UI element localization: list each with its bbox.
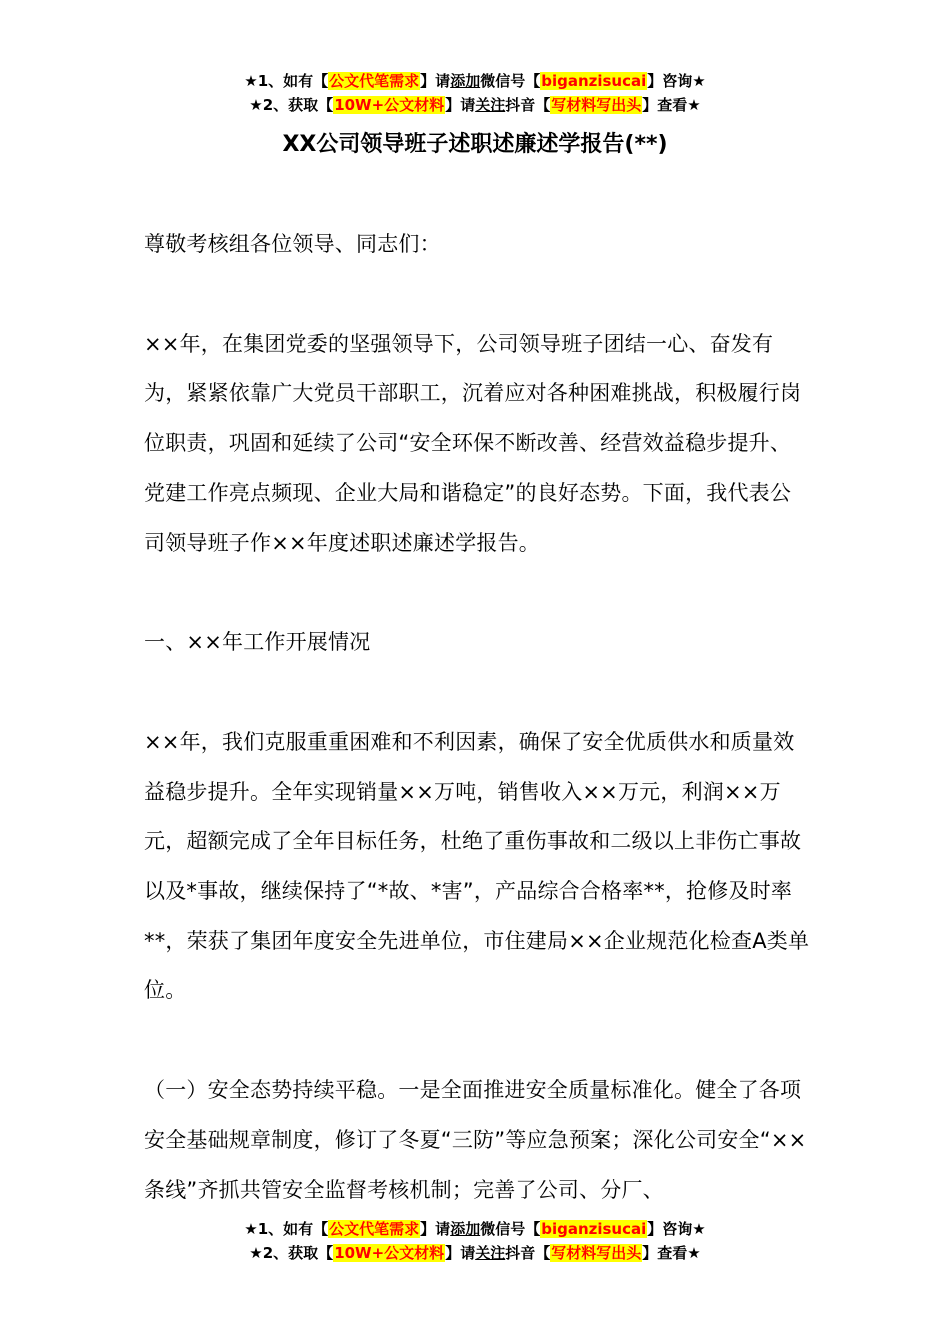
banner-text: 抖音【 bbox=[505, 96, 551, 114]
banner-highlight: 公文代笔需求 bbox=[329, 72, 420, 90]
banner-line-1 bbox=[0, 69, 950, 93]
banner-text: 微信号【 bbox=[480, 72, 541, 90]
banner-text: 抖音【 bbox=[505, 1244, 551, 1262]
paragraph: （一）安全态势持续平稳。一是全面推进安全质量标准化。健全了各项安全基础规章制度，修订了冬夏“三防”等应急预案；深化公司安全“××条线”齐抓共管安全监督考核机制；完善了公司、分厂、 bbox=[144, 1078, 807, 1202]
banner-line-2 bbox=[0, 1241, 950, 1265]
banner-text: ★1、如有【 bbox=[244, 72, 329, 90]
banner-highlight: 写材料写出头 bbox=[551, 96, 642, 114]
paragraph: ××年，在集团党委的坚强领导下，公司领导班子团结一心、奋发有为，紧紧依靠广大党员干部职工，沉着应对各种困难挑战，积极履行岗位职责，巩固和延续了公司“安全环保不断改善、经营效益稳步提升、党建工作亮点频现、企业大局和谐稳定”的良好态势。下面，我代表公司领导班子作××年度述职述廉述学报告。 bbox=[144, 331, 802, 555]
banner-highlight: biganzisucai bbox=[541, 72, 647, 90]
banner-text: 】咨询★ bbox=[647, 1220, 706, 1238]
banner-text: ★1、如有【 bbox=[244, 1220, 329, 1238]
footer-banner bbox=[0, 1217, 950, 1265]
banner-text: 】请 bbox=[420, 1220, 451, 1238]
banner-text: 】请 bbox=[445, 96, 476, 114]
banner-underlined-text: 添加 bbox=[450, 1220, 481, 1238]
banner-text: 】请 bbox=[445, 1244, 476, 1262]
banner-highlight: 10W+公文材料 bbox=[334, 1244, 445, 1262]
banner-highlight: biganzisucai bbox=[541, 1220, 647, 1238]
banner-text: 】查看★ bbox=[642, 96, 701, 114]
banner-highlight: 公文代笔需求 bbox=[329, 1220, 420, 1238]
banner-underlined-text: 关注 bbox=[475, 1244, 506, 1262]
banner-highlight: 写材料写出头 bbox=[551, 1244, 642, 1262]
banner-text: 】咨询★ bbox=[647, 72, 706, 90]
paragraph: ××年，我们克服重重困难和不利因素，确保了安全优质供水和质量效益稳步提升。全年实现销量××万吨，销售收入××万元，利润××万元，超额完成了全年目标任务，杜绝了重伤事故和二级以上非伤亡事故以及*事故，继续保持了“*故、*害”，产品综合合格率**，抢修及时率**，荣获了集团年度安全先进单位，市住建局××企业规范化检查A类单位。 bbox=[144, 729, 810, 1003]
banner-text: 】查看★ bbox=[642, 1244, 701, 1262]
banner-underlined-text: 关注 bbox=[475, 96, 506, 114]
banner-line-2 bbox=[0, 93, 950, 117]
banner-underlined-text: 添加 bbox=[450, 72, 481, 90]
banner-text: 】请 bbox=[420, 72, 451, 90]
banner-text: ★2、获取【 bbox=[249, 96, 334, 114]
header-banner bbox=[0, 69, 950, 117]
banner-highlight: 10W+公文材料 bbox=[334, 96, 445, 114]
section-heading: 一、××年工作开展情况 bbox=[144, 630, 371, 655]
document-title: XX公司领导班子述职述廉述学报告(**) bbox=[282, 132, 668, 157]
banner-text: 微信号【 bbox=[480, 1220, 541, 1238]
banner-text: ★2、获取【 bbox=[249, 1244, 334, 1262]
document-body bbox=[144, 220, 812, 1215]
salutation: 尊敬考核组各位领导、同志们： bbox=[144, 232, 441, 256]
banner-line-1 bbox=[0, 1217, 950, 1241]
